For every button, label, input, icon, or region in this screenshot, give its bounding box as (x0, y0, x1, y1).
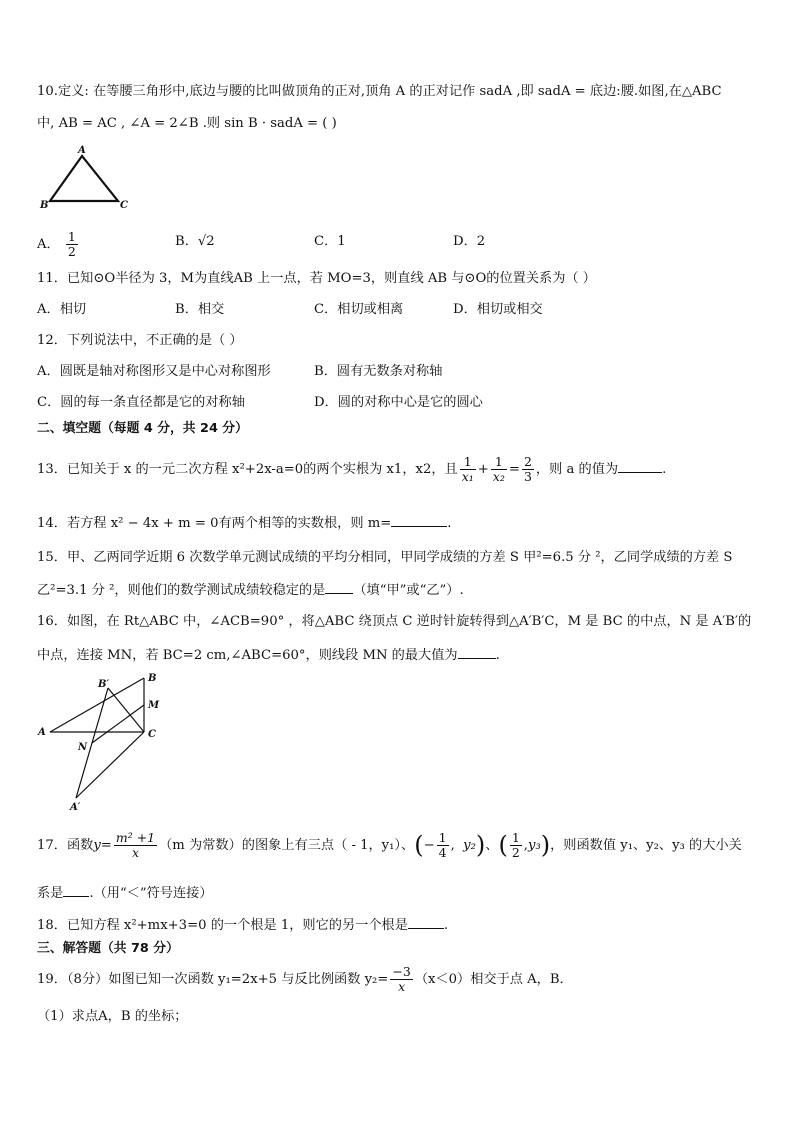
q10-option-d[interactable]: D．2 (453, 234, 486, 249)
q13-frac3-num: 2 (523, 454, 532, 469)
q17-func-frac (114, 831, 157, 860)
q14-end: . (447, 516, 452, 531)
q10-option-b[interactable]: B．√2 (175, 234, 215, 249)
q16-label-c: C (148, 729, 156, 740)
q11-stem: 11．已知⊙O半径为 3，M为直线AB 上一点，若 MO=3，则直线 AB 与⊙O的位置关系为（ ） (37, 271, 596, 286)
q13-post: ，则 a 的值为 (535, 462, 619, 477)
q13-frac2 (491, 455, 507, 484)
q19-pre: 19．（8分）如图已知一次函数 y₁=2x+5 与反比例函数 y₂= (37, 972, 389, 987)
q14-answer-blank[interactable] (391, 512, 447, 527)
q17-p3-num: 1 (511, 830, 520, 845)
q19-frac-num: −3 (392, 964, 411, 979)
q17-p2-den: 4 (438, 845, 447, 860)
q12-option-d[interactable]: D．圆的对称中心是它的圆心 (314, 395, 483, 410)
q13-frac3-den: 3 (523, 469, 532, 484)
q16-line2 (37, 644, 774, 666)
q17-eq: = (100, 838, 112, 853)
q10-triangle-figure (36, 144, 136, 212)
q13-frac1 (460, 455, 476, 484)
q12-option-c[interactable]: C．圆的每一条直径都是它的对称轴 (37, 395, 245, 410)
q13 (37, 453, 774, 487)
q17-func-num: m² +1 (115, 830, 156, 845)
q15-answer-blank[interactable] (325, 579, 353, 594)
q10-option-a-numerator: 1 (67, 229, 76, 244)
q17: 17．函数y= $\frac{\text{m² +1}}{x}$ （m 为常数）的图象上有三点（ - 1，y₁）、(− $\frac{1}{4}$ , y₂)、( $\frac{1}{2}$ ,y₃)，则函数值 y₁、y₂、y₃ 的大小关 (37, 830, 742, 860)
q10-option-a-fraction (66, 230, 78, 259)
q17-line2 (37, 882, 774, 904)
q18-end: . (443, 918, 449, 933)
q18 (37, 914, 774, 936)
q17-p2-num: 1 (438, 830, 447, 845)
q10-option-a-prefix: A． (37, 237, 60, 252)
q17-y: y (93, 838, 101, 853)
q16-rotation-figure (36, 668, 176, 814)
q13-answer-blank[interactable] (618, 458, 662, 473)
q17-post: ，则函数值 y₁、y₂、y₃ 的大小关 (550, 838, 742, 853)
q10-label-a: A (78, 145, 86, 156)
q17-line2-pre: 系是 (37, 886, 64, 901)
q17-p2-frac (437, 831, 449, 860)
q15-line1: 15．甲、乙两同学近期 6 次数学单元测试成绩的平均分相同，甲同学成绩的方差 S 甲²=6.5 分 ²，乙同学成绩的方差 S (37, 550, 733, 565)
q12-option-b[interactable]: B．圆有无数条对称轴 (314, 364, 443, 379)
q16-label-b1: B′ (98, 679, 110, 690)
q10-label-b: B (40, 200, 49, 211)
q16-line1: 16．如图，在 Rt△ABC 中，∠ACB=90° ，将△ABC 绕顶点 C 逆时针旋转得到△A′B′C，M 是 BC 的中点，N 是 A′B′的 (37, 614, 752, 629)
q18-answer-blank[interactable] (408, 914, 444, 929)
q16-line2-pre: 中点，连接 MN，若 BC=2 cm,∠ABC=60°，则线段 MN 的最大值为 (37, 648, 458, 663)
section-3-heading: 三、解答题（共 78 分） (37, 941, 179, 956)
q13-frac2-den: x₂ (492, 469, 505, 484)
q19 (37, 962, 774, 998)
q10-label-c: C (120, 200, 128, 211)
q16-label-b: B (148, 673, 157, 684)
q16-label-n: N (78, 742, 88, 753)
q13-frac3 (522, 455, 534, 484)
q15-line2-pre: 乙²=3.1 分 ²，则他们的数学测试成绩较稳定的是 (37, 583, 326, 598)
q12-option-a[interactable]: A．圆既是轴对称图形又是中心对称图形 (37, 364, 271, 379)
q19-frac-den: x (398, 979, 406, 994)
q13-end: . (662, 462, 667, 477)
section-2-heading: 二、填空题（每题 4 分，共 24 分） (37, 421, 248, 436)
q11-option-d[interactable]: D．相切或相交 (453, 302, 543, 317)
q10-line1: 10.定义: 在等腰三角形中,底边与腰的比叫做顶角的正对,顶角 A 的正对记作 sadA ,即 sadA = 底边:腰.如图,在△ABC (37, 84, 722, 99)
q10-line2: 中, AB = AC , ∠A = 2∠B .则 sin B · sadA = ( ) (37, 116, 337, 131)
q16-label-a: A (38, 727, 46, 738)
q13-frac2-num: 1 (491, 455, 507, 470)
q16-label-m: M (148, 700, 160, 711)
q17-mid: （m 为常数）的图象上有三点（ - 1，y₁）、 (159, 838, 415, 853)
q17-func-den: x (131, 845, 140, 860)
q13-pre: 13．已知关于 x 的一元二次方程 x²+2x-a=0的两个实根为 x1，x2，且 (37, 462, 458, 477)
q13-frac1-den: x₁ (461, 469, 474, 484)
q17-p3-y: y₃ (528, 838, 541, 853)
q14 (37, 512, 774, 534)
q13-frac1-num: 1 (460, 455, 476, 470)
q10-option-a-denominator: 2 (67, 244, 76, 259)
q17-pre: 17．函数 (37, 838, 94, 853)
q10-option-a[interactable] (37, 230, 80, 259)
q17-p3-den: 2 (511, 845, 520, 860)
q17-p2-y: y₂ (463, 838, 476, 853)
q17-answer-blank[interactable] (63, 882, 89, 897)
q19-post: （x＜0）相交于点 A，B． (414, 972, 573, 987)
q13-eq: = (508, 462, 520, 477)
q11-option-b[interactable]: B．相交 (175, 302, 225, 317)
q18-pre: 18．已知方程 x²+mx+3=0 的一个根是 1，则它的另一个根是 (37, 918, 408, 933)
q11-option-c[interactable]: C．相切或相离 (314, 302, 404, 317)
q14-pre: 14．若方程 x² − 4x + m = 0有两个相等的实数根，则 m= (37, 516, 392, 531)
q17-line2-post: .（用“＜”符号连接） (89, 886, 213, 901)
q17-p3-frac (510, 831, 522, 860)
q11-option-a[interactable]: A．相切 (37, 302, 87, 317)
q13-plus: + (477, 462, 489, 477)
q16-end: . (495, 648, 500, 663)
q15-line2-post: （填“甲”或“乙”）. (353, 583, 464, 598)
q19-frac (390, 965, 412, 994)
q19-sub1: （1）求点A，B 的坐标； (37, 1009, 188, 1024)
q16-label-a1: A′ (70, 802, 81, 813)
q12-stem: 12．下列说法中，不正确的是（ ） (37, 333, 243, 348)
q16-answer-blank[interactable] (458, 644, 496, 659)
q10-option-c[interactable]: C．1 (314, 234, 346, 249)
q15-line2 (37, 579, 774, 601)
